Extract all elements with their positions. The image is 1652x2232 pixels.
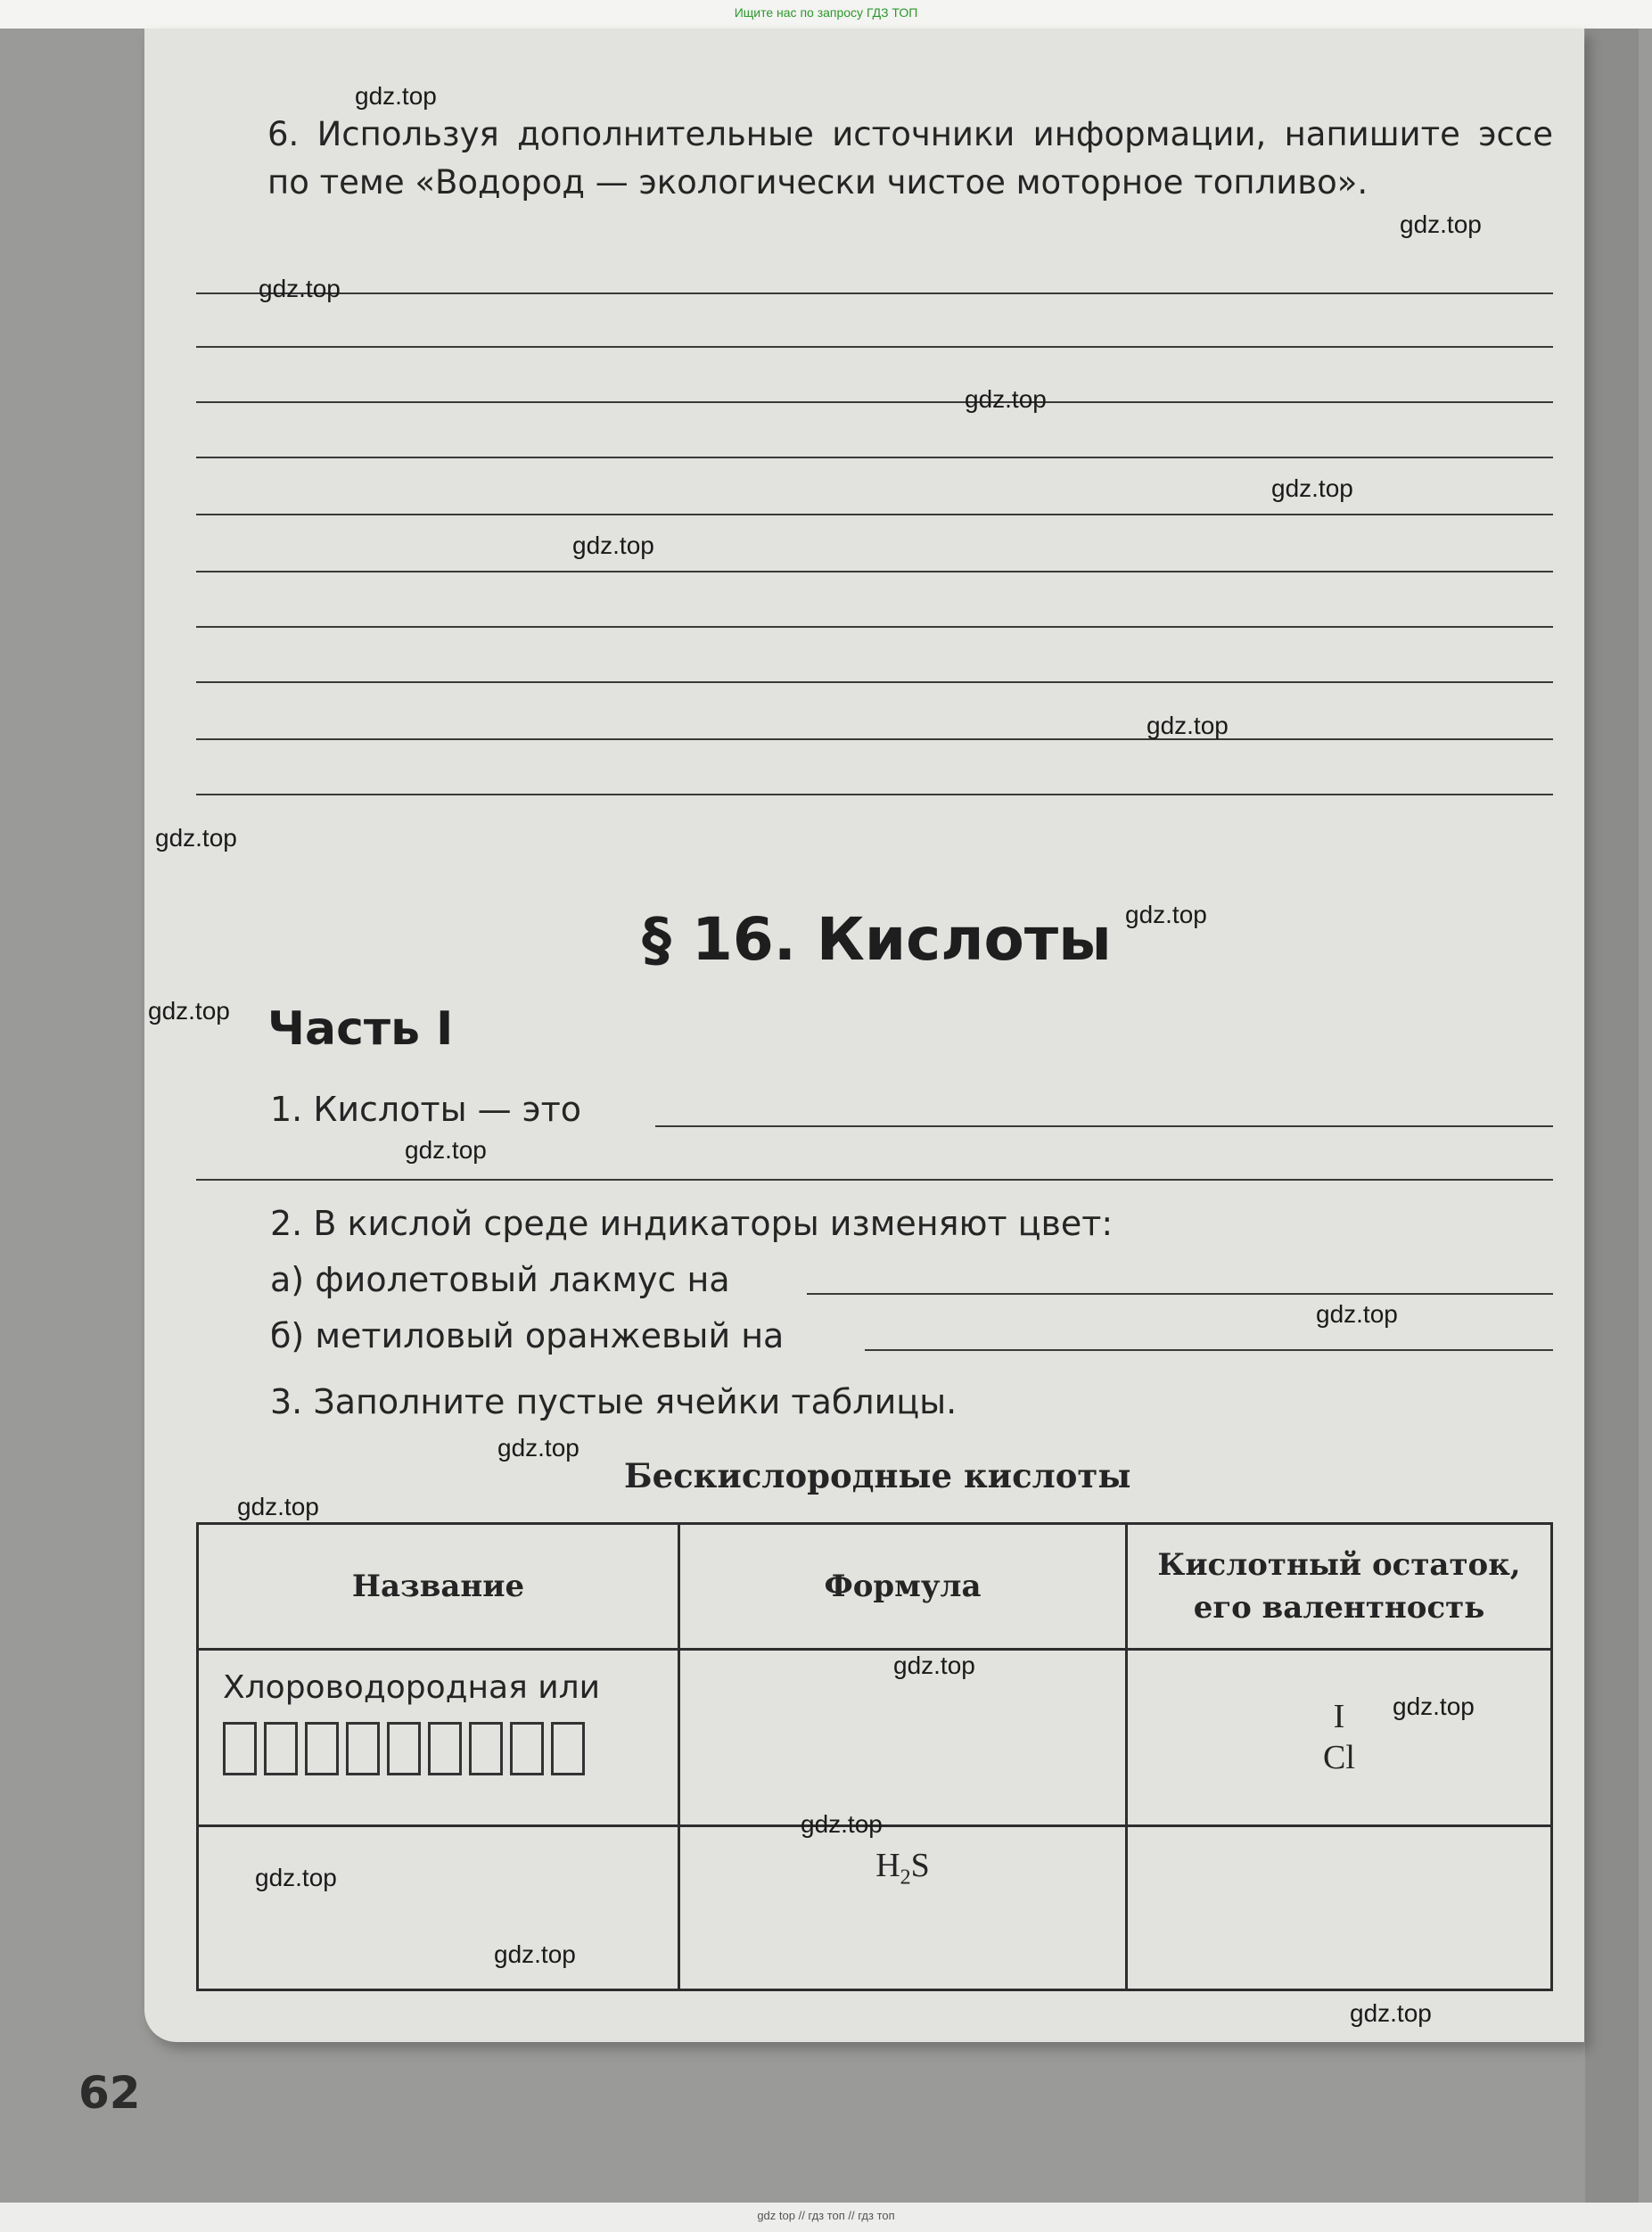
- watermark: gdz.top: [965, 385, 1047, 413]
- answer-line[interactable]: [196, 1179, 1553, 1181]
- letter-box[interactable]: [387, 1722, 421, 1775]
- header-residue-line1: Кислотный остаток,: [1157, 1547, 1521, 1583]
- answer-line[interactable]: [196, 346, 1553, 348]
- answer-line[interactable]: [196, 514, 1553, 515]
- page-number: 62: [78, 2067, 141, 2119]
- letter-box[interactable]: [264, 1722, 298, 1775]
- watermark: gdz.top: [572, 531, 654, 559]
- header-residue: [1127, 1524, 1552, 1650]
- top-banner[interactable]: Ищите нас по запросу ГДЗ ТОП: [734, 5, 918, 20]
- section-title: § 16. Кислоты: [642, 905, 1112, 974]
- watermark: gdz.top: [155, 824, 237, 852]
- cell-name: [198, 1650, 679, 1826]
- letter-box[interactable]: [469, 1722, 503, 1775]
- task-2-question: 2. В кислой среде индикаторы изменяют цвет:: [270, 1204, 1114, 1243]
- header-formula: Формула: [679, 1524, 1127, 1650]
- watermark: gdz.top: [1350, 1999, 1432, 2027]
- acids-table: [196, 1522, 1553, 1991]
- cell-formula: [679, 1826, 1127, 1990]
- formula-subscript: 2: [900, 1865, 911, 1890]
- answer-line[interactable]: [196, 738, 1553, 740]
- part-heading: Часть I: [267, 1002, 454, 1056]
- watermark: gdz.top: [893, 1651, 975, 1679]
- task-2-option-a: а) фиолетовый лакмус на: [270, 1260, 730, 1299]
- header-residue-line2: его валентность: [1193, 1590, 1485, 1626]
- table-row: [198, 1826, 1552, 1990]
- watermark: gdz.top: [1400, 210, 1482, 238]
- page-gutter: [1585, 29, 1639, 2204]
- table-row: [198, 1650, 1552, 1826]
- watermark: gdz.top: [1271, 474, 1353, 502]
- watermark: gdz.top: [1147, 712, 1229, 739]
- formula-part: S: [910, 1847, 930, 1884]
- watermark: gdz.top: [1316, 1300, 1398, 1328]
- residue-valence: I: [1333, 1698, 1345, 1735]
- watermark: gdz.top: [255, 1864, 337, 1891]
- watermark: gdz.top: [237, 1493, 319, 1520]
- answer-line[interactable]: [807, 1293, 1553, 1295]
- answer-line[interactable]: [655, 1125, 1553, 1127]
- cell-name-empty[interactable]: [198, 1826, 679, 1990]
- letter-box[interactable]: [551, 1722, 585, 1775]
- letter-box[interactable]: [428, 1722, 462, 1775]
- watermark: gdz.top: [1393, 1693, 1475, 1720]
- letter-box[interactable]: [346, 1722, 380, 1775]
- watermark: gdz.top: [494, 1940, 576, 1968]
- answer-line[interactable]: [865, 1349, 1553, 1351]
- watermark: gdz.top: [355, 82, 437, 110]
- watermark: gdz.top: [148, 997, 230, 1025]
- letter-box[interactable]: [510, 1722, 544, 1775]
- cell-residue-empty[interactable]: [1127, 1826, 1552, 1990]
- task-1-prefix: 1. Кислоты — это: [270, 1090, 581, 1129]
- formula-h2s: [681, 1828, 1124, 1890]
- watermark: gdz.top: [259, 275, 341, 302]
- watermark: gdz.top: [497, 1434, 579, 1462]
- answer-line[interactable]: [196, 681, 1553, 683]
- table-header-row: [198, 1524, 1552, 1650]
- table-title: Бескислородные кислоты: [624, 1456, 1131, 1495]
- residue-symbol: Cl: [1323, 1739, 1355, 1776]
- formula-part: H: [875, 1847, 900, 1884]
- answer-line[interactable]: [196, 401, 1553, 403]
- answer-boxes[interactable]: [200, 1706, 677, 1775]
- answer-line[interactable]: [196, 571, 1553, 572]
- task-6-text: 6. Используя дополнительные источники информации, напишите эссе по теме «Водород — экологически чистое моторное топливо».: [267, 115, 1553, 202]
- answer-line[interactable]: [196, 626, 1553, 628]
- letter-box[interactable]: [223, 1722, 257, 1775]
- task-3-question: 3. Заполните пустые ячейки таблицы.: [270, 1382, 958, 1421]
- watermark: gdz.top: [801, 1810, 883, 1838]
- acid-name: Хлороводородная или: [223, 1669, 600, 1706]
- watermark: gdz.top: [405, 1136, 487, 1164]
- letter-box[interactable]: [305, 1722, 339, 1775]
- answer-line[interactable]: [196, 794, 1553, 795]
- bottom-banner[interactable]: gdz top // гдз топ // гдз топ: [757, 2209, 895, 2222]
- header-name: Название: [198, 1524, 679, 1650]
- task-2-option-b: б) метиловый оранжевый на: [270, 1316, 785, 1355]
- watermark: gdz.top: [1125, 901, 1207, 928]
- cell-residue: [1127, 1650, 1552, 1826]
- answer-line[interactable]: [196, 292, 1553, 294]
- answer-line[interactable]: [196, 457, 1553, 458]
